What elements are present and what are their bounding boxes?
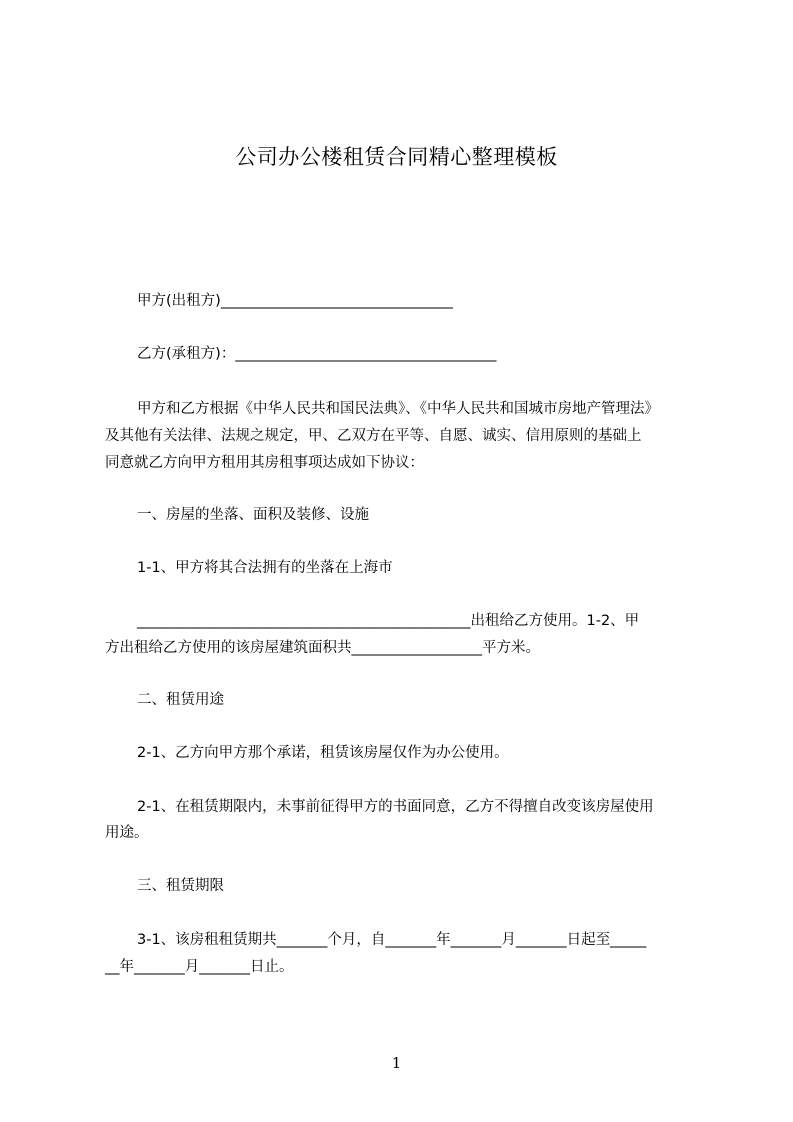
section-2-heading: 二、租赁用途 — [137, 692, 224, 708]
preamble-line-3: 同意就乙方向甲方租用其房租事项达成如下协议： — [105, 455, 424, 471]
clause-3-1-line-1: 3-1、该房租租赁期共_______个月，自_______年_______月_______日起至_____ — [137, 932, 647, 948]
clause-1-1: 1-1、甲方将其合法拥有的坐落在上海市 — [137, 560, 393, 576]
clause-2-1a: 2-1、乙方向甲方那个承诺，租赁该房屋仅作为办公使用。 — [137, 745, 509, 761]
clause-1-2-line: 方出租给乙方使用的该房屋建筑面积共__________________平方米。 — [105, 640, 540, 656]
clause-3-1-line-2: __年_______月_______日止。 — [105, 959, 294, 975]
preamble-line-2: 及其他有关法律、法规之规定，甲、乙双方在平等、自愿、诚实、信用原则的基础上 — [105, 428, 642, 444]
party-b-line: 乙方(承租方)：____________________________________ — [137, 346, 497, 362]
preamble-line-1: 甲方和乙方根据《中华人民共和国民法典》、《中华人民共和国城市房地产管理法》 — [137, 401, 659, 417]
page-number: 1 — [391, 1054, 402, 1072]
party-a-line: 甲方(出租方)________________________________ — [137, 293, 453, 309]
section-1-heading: 一、房屋的坐落、面积及装修、设施 — [137, 507, 369, 523]
page-title: 公司办公楼租赁合同精心整理模板 — [235, 145, 558, 169]
clause-1-1-blank-line: ______________________________________________出租给乙方使用。1-2、甲 — [137, 613, 640, 629]
clause-2-1b-line-1: 2-1、在租赁期限内，未事前征得甲方的书面同意，乙方不得擅自改变该房屋使用 — [137, 799, 654, 815]
clause-2-1b-line-2: 用途。 — [105, 825, 149, 841]
section-3-heading: 三、租赁期限 — [137, 878, 224, 894]
